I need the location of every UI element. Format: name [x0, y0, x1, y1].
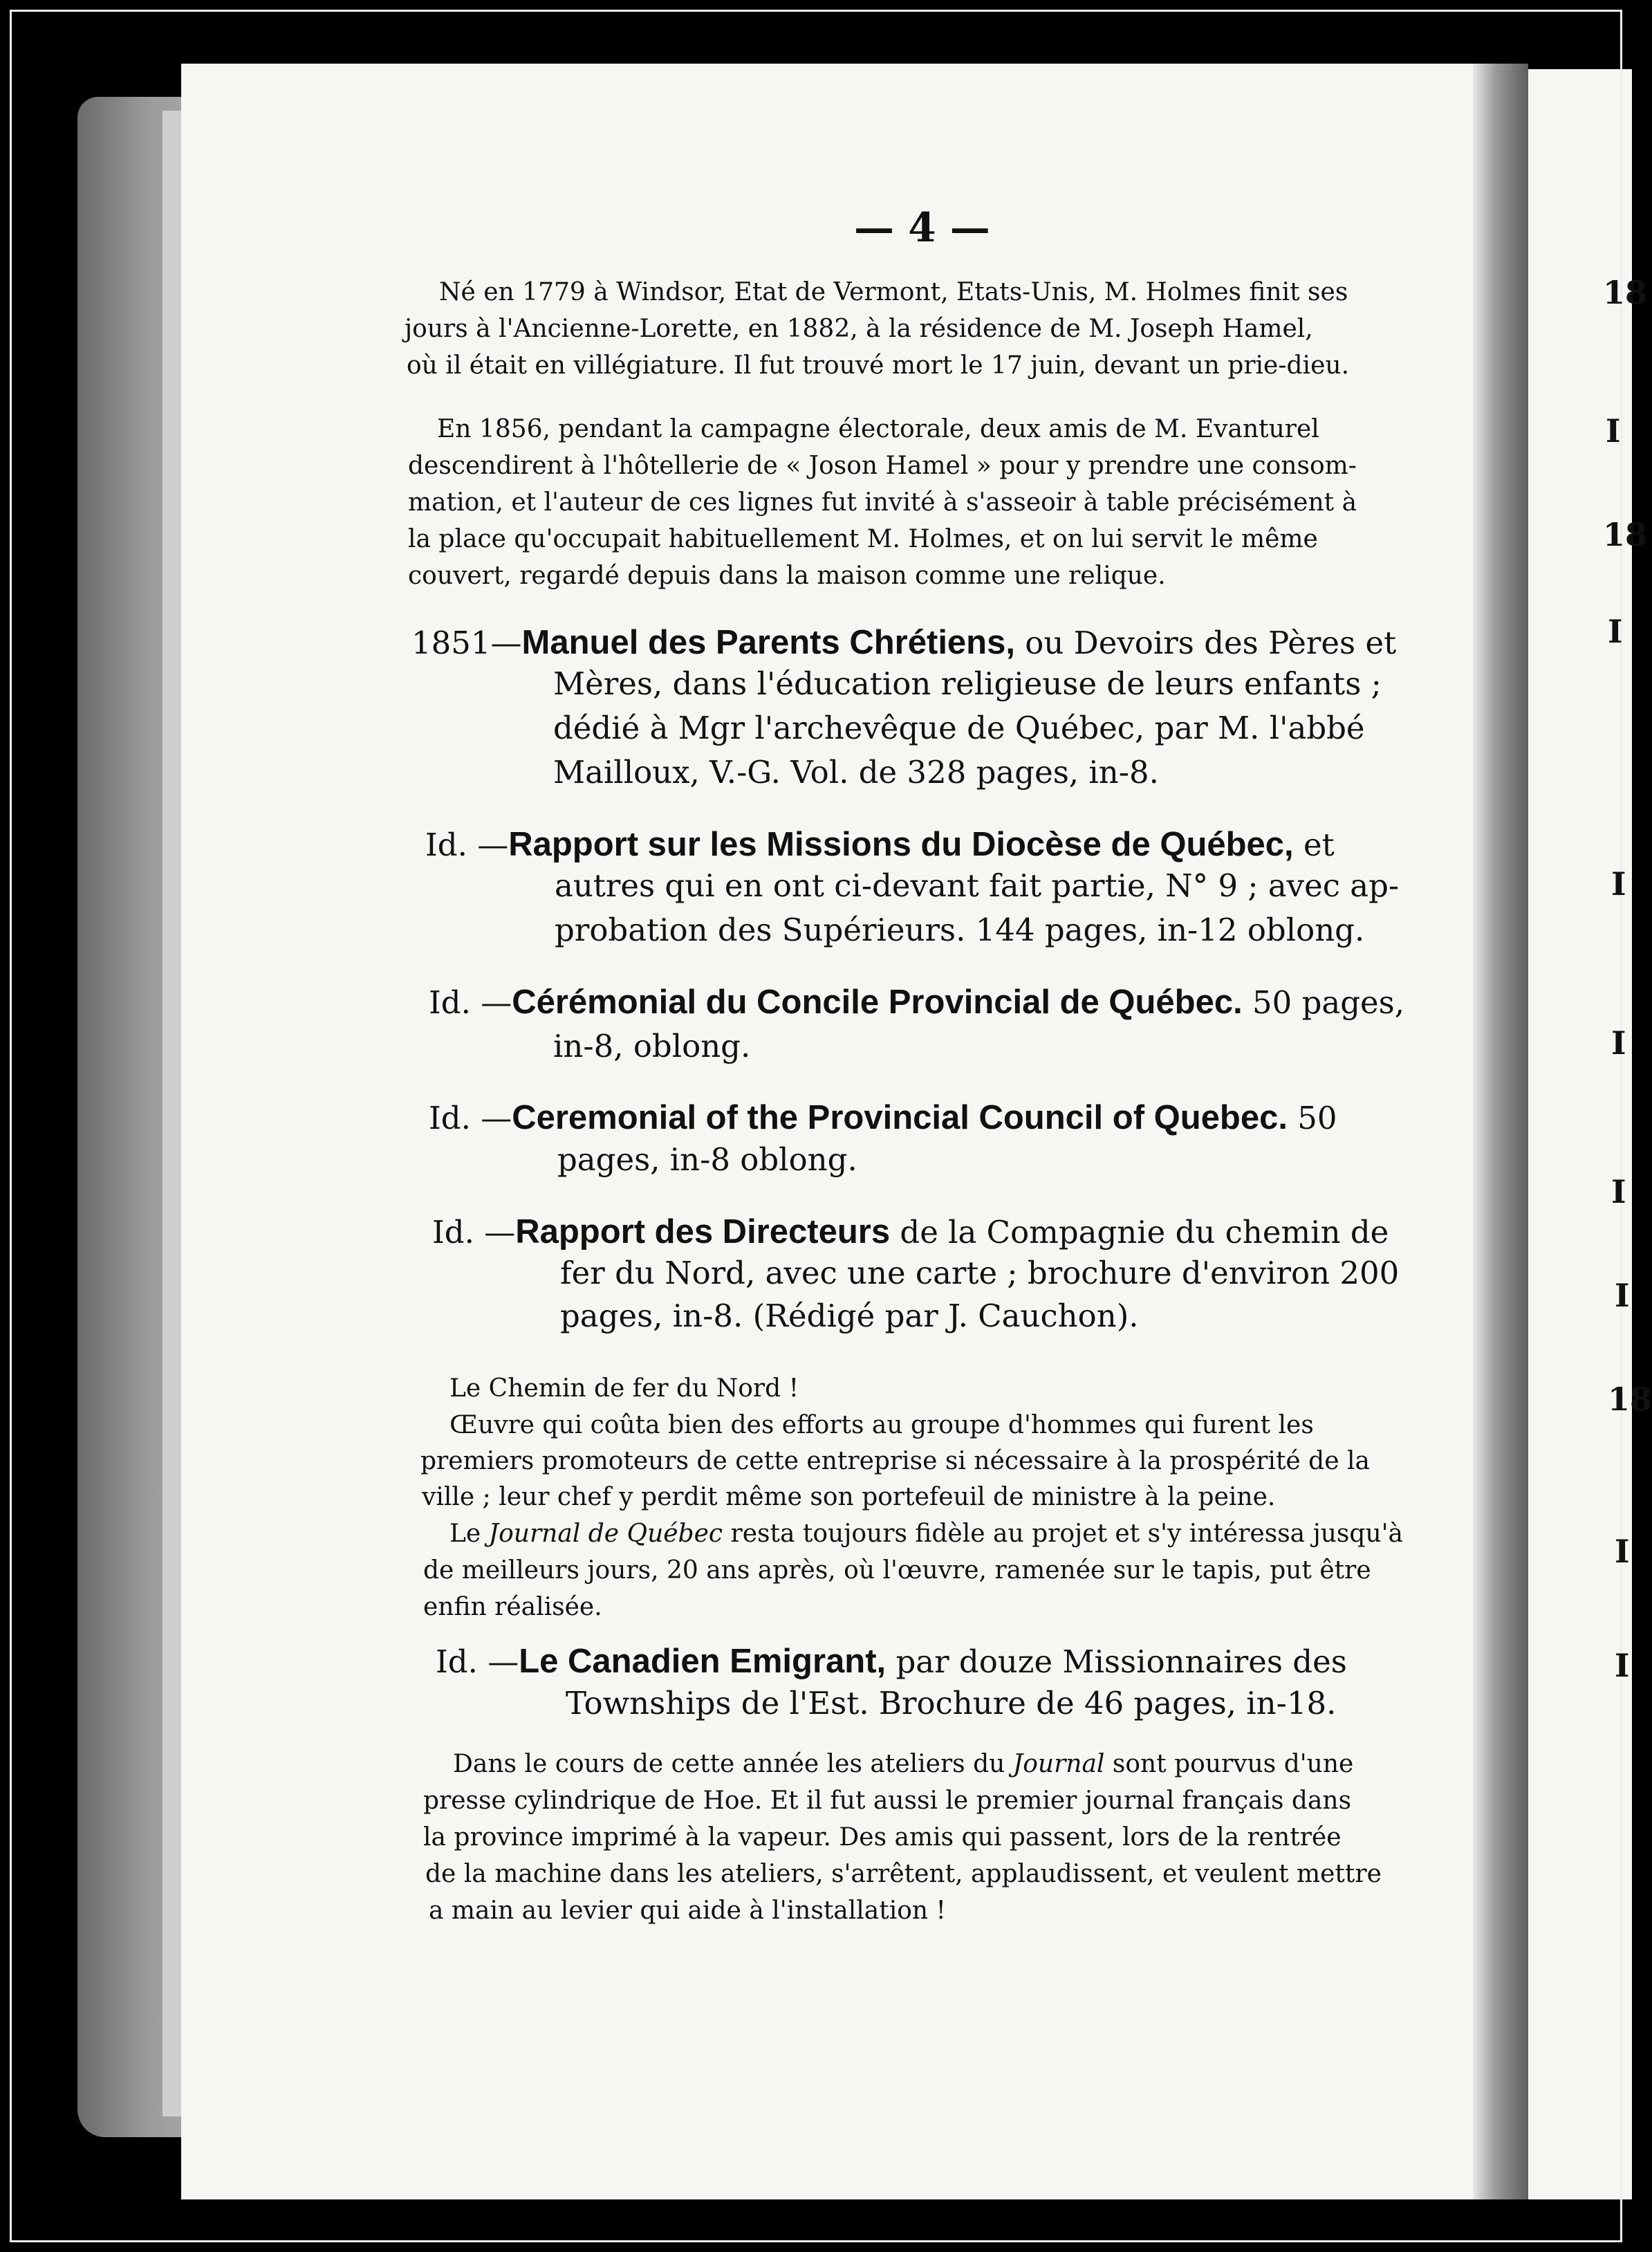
entry2-line-2: autres qui en ont ci-devant fait partie, N° 9 ; avec ap-: [555, 867, 1400, 904]
next-page-mark: 18: [1603, 274, 1648, 311]
next-page-mark: I: [1608, 613, 1623, 650]
note1-line-4: [449, 1522, 1403, 1547]
entry-title: Cérémonial du Concile Provincial de Québec.: [512, 984, 1243, 1021]
note1-line-2: premiers promoteurs de cette entreprise si nécessaire à la prospérité de la: [420, 1447, 1370, 1475]
next-page-mark: I: [1611, 1173, 1626, 1210]
entry-rest: 50 pages,: [1242, 984, 1405, 1021]
para1-line-2: jours à l'Ancienne-Lorette, en 1882, à la résidence de M. Joseph Hamel,: [405, 315, 1313, 343]
entry-rest: de la Compagnie du chemin de: [890, 1214, 1389, 1250]
note2-line-1-start: Dans le cours de cette année les ateliers du: [453, 1750, 1013, 1778]
entry5-line-3: pages, in-8. (Rédigé par J. Cauchon).: [560, 1298, 1139, 1334]
entry-title: Manuel des Parents Chrétiens,: [521, 624, 1015, 661]
entry-rest: par douze Missionnaires des: [886, 1643, 1347, 1680]
entry-rapport-directeurs: [432, 1215, 1389, 1249]
next-page-mark: I: [1615, 1533, 1630, 1570]
entry-prefix: Id. —: [432, 1214, 516, 1250]
para2-line-2: descendirent à l'hôtellerie de « Joson Hamel » pour y prendre une consom-: [408, 452, 1357, 480]
entry-ceremonial-en: [429, 1101, 1337, 1135]
entry1-line-4: Mailloux, V.-G. Vol. de 328 pages, in-8.: [553, 754, 1159, 791]
note1-line-6: enfin réalisée.: [423, 1593, 602, 1621]
entry1-line-3: dédié à Mgr l'archevêque de Québec, par M. l'abbé: [553, 710, 1365, 746]
note1-line-3: ville ; leur chef y perdit même son portefeuil de ministre à la peine.: [422, 1483, 1276, 1511]
note1-line-4-start: Le: [449, 1520, 489, 1548]
note2-line-2: presse cylindrique de Hoe. Et il fut aussi le premier journal français dans: [423, 1787, 1352, 1815]
entry-title: Rapport sur les Missions du Diocèse de Québec,: [508, 826, 1294, 863]
entry-missions: [425, 828, 1335, 862]
para2-line-3: mation, et l'auteur de ces lignes fut invité à s'asseoir à table précisément à: [408, 488, 1357, 517]
next-page-mark: 18: [1603, 516, 1648, 553]
journal-title: Journal: [1012, 1750, 1105, 1778]
para1-line-3: où il était en villégiature. Il fut trouvé mort le 17 juin, devant un prie-dieu.: [407, 351, 1350, 380]
note2-line-1: [453, 1752, 1353, 1777]
next-page-mark: I: [1611, 865, 1626, 903]
para2-line-1: En 1856, pendant la campagne électorale, deux amis de M. Evanturel: [437, 415, 1319, 443]
note2-line-3: la province imprimé à la vapeur. Des amis qui passent, lors de la rentrée: [423, 1823, 1342, 1852]
note2-line-5: a main au levier qui aide à l'installation !: [429, 1896, 946, 1925]
entry-rest: et: [1293, 827, 1335, 863]
entry-rest: ou Devoirs des Pères et: [1014, 625, 1397, 661]
entry1-line-2: Mères, dans l'éducation religieuse de leurs enfants ;: [553, 665, 1382, 702]
next-page-mark: I: [1615, 1277, 1630, 1314]
entry-1851: [411, 626, 1396, 660]
entry-title: Le Canadien Emigrant,: [519, 1643, 887, 1680]
entry-prefix: Id. —: [429, 1100, 512, 1136]
para1-line-1: Né en 1779 à Windsor, Etat de Vermont, Etats-Unis, M. Holmes finit ses: [439, 278, 1348, 306]
entry6-line-2: Townships de l'Est. Brochure de 46 pages, in-18.: [566, 1685, 1337, 1722]
entry-ceremonial-fr: [429, 986, 1404, 1019]
entry-prefix: Id. —: [436, 1643, 519, 1680]
entry-prefix: Id. —: [425, 827, 509, 863]
entry3-line-2: in-8, oblong.: [553, 1028, 751, 1064]
entry-prefix: Id. —: [429, 984, 512, 1021]
note2-line-4: de la machine dans les ateliers, s'arrêtent, applaudissent, et veulent mettre: [425, 1860, 1382, 1888]
next-page-mark: 18: [1608, 1381, 1652, 1418]
entry-prefix: 1851—: [411, 625, 522, 661]
next-page-mark: I: [1615, 1647, 1630, 1684]
note2-line-1-end: sont pourvus d'une: [1104, 1750, 1354, 1778]
entry-rest: 50: [1287, 1100, 1337, 1136]
entry-title: Rapport des Directeurs: [515, 1213, 891, 1250]
entry5-line-2: fer du Nord, avec une carte ; brochure d'environ 200: [560, 1255, 1400, 1291]
note1-line-5: de meilleurs jours, 20 ans après, où l'œuvre, ramenée sur le tapis, put être: [423, 1556, 1371, 1585]
entry2-line-3: probation des Supérieurs. 144 pages, in-12 oblong.: [555, 912, 1365, 948]
next-page-mark: I: [1606, 412, 1621, 450]
entry4-line-2: pages, in-8 oblong.: [557, 1141, 857, 1178]
note1-line-4-end: resta toujours fidèle au projet et s'y intéressa jusqu'à: [723, 1520, 1403, 1548]
entry-title: Ceremonial of the Provincial Council of Quebec.: [512, 1099, 1288, 1136]
page-number: — 4 —: [854, 204, 990, 251]
entry-canadien-emigrant: [436, 1645, 1347, 1679]
para2-line-5: couvert, regardé depuis dans la maison comme une relique.: [408, 562, 1166, 590]
next-page-mark: I: [1611, 1024, 1626, 1062]
note1-line-1: Œuvre qui coûta bien des efforts au groupe d'hommes qui furent les: [449, 1411, 1314, 1439]
newspaper-title: Journal de Québec: [488, 1520, 723, 1548]
note1-heading: Le Chemin de fer du Nord !: [449, 1374, 799, 1403]
para2-line-4: la place qu'occupait habituellement M. Holmes, et on lui servit le même: [408, 525, 1318, 553]
